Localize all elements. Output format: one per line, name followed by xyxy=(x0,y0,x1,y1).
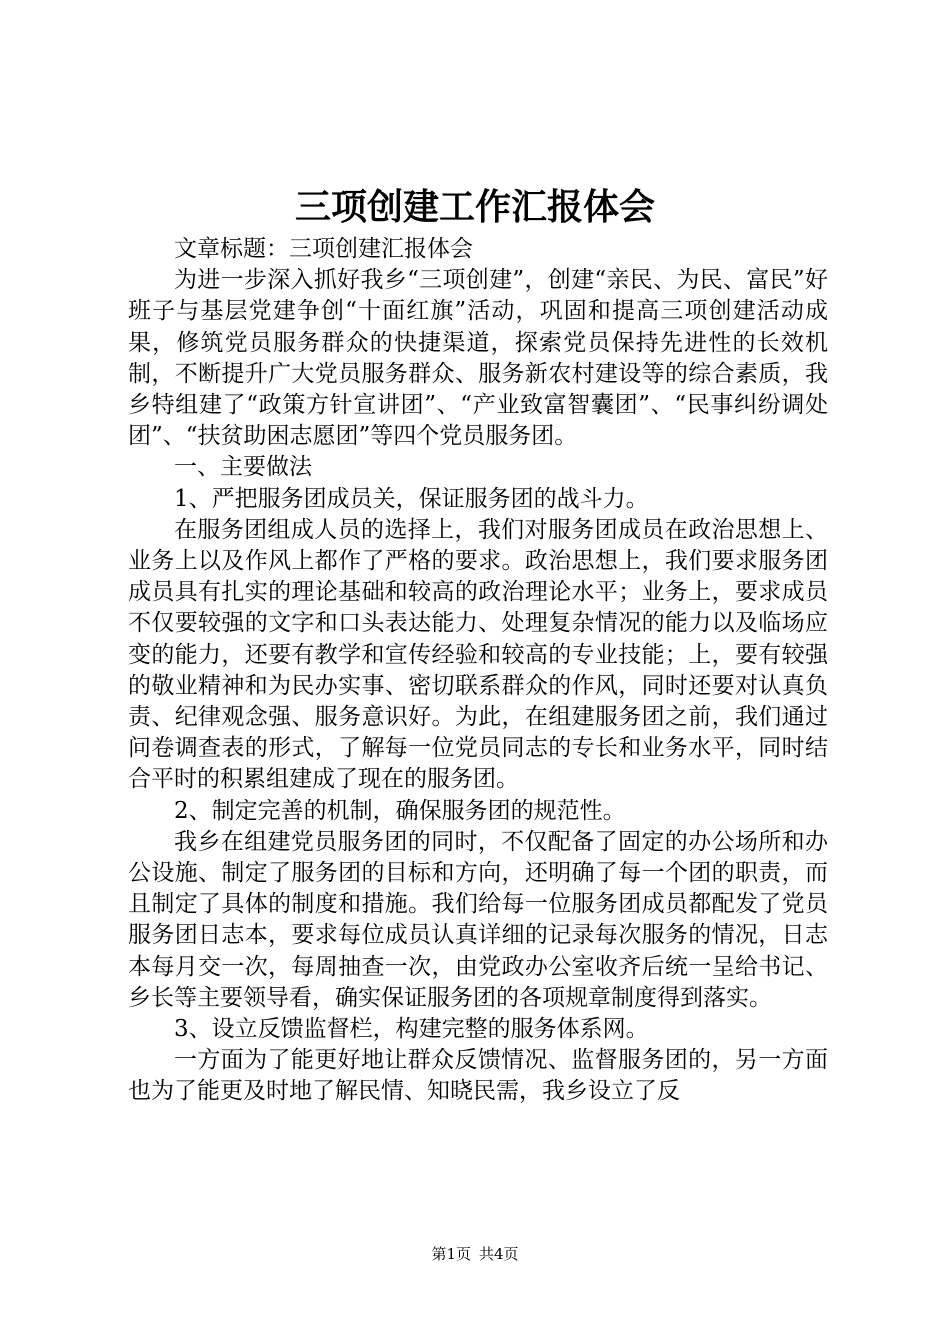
paragraph-member-selection: 在服务团组成人员的选择上，我们对服务团成员在政治思想上、业务上以及作风上都作了严格的要求。政治思想上，我们要求服务团成员具有扎实的理论基础和较高的政治理论水平；业务上，要求成员不仅要较强的文字和口头表达能力、处理复杂情况的能力以及临场应变的能力，还要有教学和宣传经验和较高的专业技能；上，要有较强的敬业精神和为民办实事、密切联系群众的作风，同时还要对认真负责、纪律观念强、服务意识好。为此，在组建服务团之前，我们通过问卷调查表的形式，了解每一位党员同志的专长和业务水平，同时结合平时的积累组建成了现在的服务团。 xyxy=(128,516,828,793)
paragraph-feedback: 一方面为了能更好地让群众反馈情况、监督服务团的，另一方面也为了能更及时地了解民情、知晓民需，我乡设立了反 xyxy=(128,1047,828,1105)
paragraph-mechanism: 我乡在组建党员服务团的同时，不仅配备了固定的办公场所和办公设施、制定了服务团的目标和方向，还明确了每一个团的职责，而且制定了具体的制度和措施。我们给每一位服务团成员都配发了党员服务团日志本，要求每位成员认真详细的记录每次服务的情况，日志本每月交一次，每周抽查一次，由党政办公室收齐后统一呈给书记、乡长等主要领导看，确实保证服务团的各项规章制度得到落实。 xyxy=(128,828,828,1011)
subheading-3: 3、设立反馈监督栏，构建完整的服务体系网。 xyxy=(174,1016,649,1043)
document-title: 三项创建工作汇报体会 xyxy=(294,186,655,228)
subheading-1: 1、严把服务团成员关，保证服务团的战斗力。 xyxy=(174,485,649,512)
page-footer xyxy=(0,1243,950,1265)
paragraph-intro: 为进一步深入抓好我乡“三项创建”，创建“亲民、为民、富民”好班子与基层党建争创“十面红旗”活动，巩固和提高三项创建活动成果，修筑党员服务群众的快捷渠道，探索党员保持先进性的长效机制，不断提升广大党员服务群众、服务新农村建设等的综合素质，我乡特组建了“政策方针宣讲团”、“产业致富智囊团”、“民事纠纷调处团”、“扶贫助困志愿团”等四个党员服务团。 xyxy=(128,267,828,450)
subheading-2: 2、制定完善的机制，确保服务团的规范性。 xyxy=(174,797,626,824)
page-total: 共4页 xyxy=(479,1245,519,1263)
section-heading-main-practices: 一、主要做法 xyxy=(174,454,312,481)
paragraph-article-title: 文章标题：三项创建汇报体会 xyxy=(174,236,473,262)
document-body xyxy=(128,234,828,1108)
page-number: 第1页 xyxy=(431,1245,471,1263)
